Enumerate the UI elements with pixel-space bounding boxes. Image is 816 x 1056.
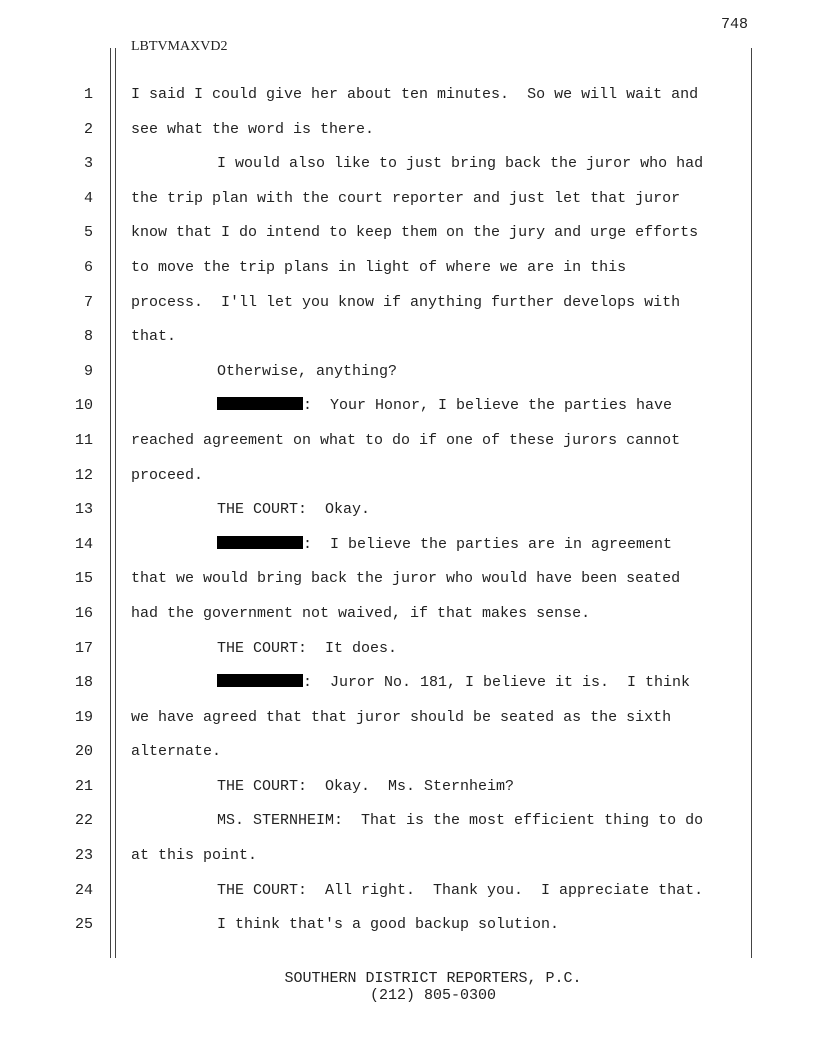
transcript-line: THE COURT: Okay. bbox=[217, 501, 371, 519]
transcript-line: I would also like to just bring back the juror who had bbox=[217, 155, 704, 173]
right-margin-rule bbox=[751, 48, 752, 958]
transcript-line: that we would bring back the juror who would have been seated bbox=[131, 570, 681, 588]
transcript-body bbox=[131, 84, 749, 949]
line-number: 20 bbox=[74, 743, 93, 761]
speaker-text: : Juror No. 181, I believe it is. I think bbox=[303, 674, 691, 692]
line-number: 18 bbox=[74, 674, 93, 692]
transcript-line bbox=[131, 395, 749, 430]
line-number: 23 bbox=[74, 847, 93, 865]
footer-reporter-name: SOUTHERN DISTRICT REPORTERS, P.C. bbox=[284, 970, 582, 987]
transcript-line: the trip plan with the court reporter and just let that juror bbox=[131, 189, 681, 207]
transcript-line: proceed. bbox=[131, 466, 204, 484]
line-number: 15 bbox=[74, 570, 93, 588]
transcript-line bbox=[131, 672, 749, 707]
transcript-line: that. bbox=[131, 328, 177, 346]
speaker-text: : I believe the parties are in agreement bbox=[303, 535, 673, 553]
transcript-line: reached agreement on what to do if one of these jurors cannot bbox=[131, 431, 681, 449]
left-margin-rule-inner bbox=[115, 48, 116, 958]
transcript-line: THE COURT: It does. bbox=[217, 639, 398, 657]
footer bbox=[0, 970, 816, 1004]
transcript-line: know that I do intend to keep them on the jury and urge efforts bbox=[131, 224, 699, 242]
line-number: 21 bbox=[74, 777, 93, 795]
transcript-line: I think that's a good backup solution. bbox=[217, 916, 560, 934]
transcript-line: process. I'll let you know if anything further develops with bbox=[131, 293, 681, 311]
footer-phone: (212) 805-0300 bbox=[369, 987, 497, 1004]
speaker-text: : Your Honor, I believe the parties have bbox=[303, 397, 673, 415]
transcript-line: I said I could give her about ten minutes. So we will wait and bbox=[131, 86, 699, 103]
line-number: 9 bbox=[83, 362, 93, 380]
line-number: 14 bbox=[74, 535, 93, 553]
transcript-line: THE COURT: All right. Thank you. I appreciate that. bbox=[217, 881, 704, 899]
line-number: 24 bbox=[74, 881, 93, 899]
line-number: 3 bbox=[83, 155, 93, 173]
line-number: 8 bbox=[83, 328, 93, 346]
line-number: 6 bbox=[83, 258, 93, 276]
line-number: 2 bbox=[83, 120, 93, 138]
line-number: 13 bbox=[74, 501, 93, 519]
transcript-line: to move the trip plans in light of where we are in this bbox=[131, 258, 627, 276]
transcript-line: at this point. bbox=[131, 847, 258, 865]
line-number: 12 bbox=[74, 466, 93, 484]
redaction-bar bbox=[217, 674, 303, 687]
transcript-line: had the government not waived, if that makes sense. bbox=[131, 604, 591, 622]
line-number: 17 bbox=[74, 639, 93, 657]
line-number: 16 bbox=[74, 604, 93, 622]
line-number: 11 bbox=[74, 431, 93, 449]
transcript-line: MS. STERNHEIM: That is the most efficient thing to do bbox=[217, 812, 704, 830]
redaction-bar bbox=[217, 397, 303, 410]
line-number: 22 bbox=[74, 812, 93, 830]
line-number: 5 bbox=[83, 224, 93, 242]
line-number: 25 bbox=[74, 916, 93, 934]
transcript-line: Otherwise, anything? bbox=[217, 362, 398, 380]
line-number: 7 bbox=[83, 293, 93, 311]
redaction-bar bbox=[217, 536, 303, 549]
transcript-line: alternate. bbox=[131, 743, 222, 761]
left-margin-rule bbox=[110, 48, 111, 958]
transcript-line: see what the word is there. bbox=[131, 120, 375, 138]
line-number: 4 bbox=[83, 189, 93, 207]
case-id: LBTVMAXVD2 bbox=[131, 39, 228, 54]
transcript-line: THE COURT: Okay. Ms. Sternheim? bbox=[217, 777, 515, 795]
line-number: 19 bbox=[74, 708, 93, 726]
line-number: 1 bbox=[83, 86, 93, 103]
page-number: 748 bbox=[720, 16, 748, 33]
transcript-line: we have agreed that that juror should be seated as the sixth bbox=[131, 708, 672, 726]
transcript-line bbox=[131, 534, 749, 569]
line-number-column bbox=[60, 84, 93, 949]
line-number: 10 bbox=[74, 397, 93, 415]
